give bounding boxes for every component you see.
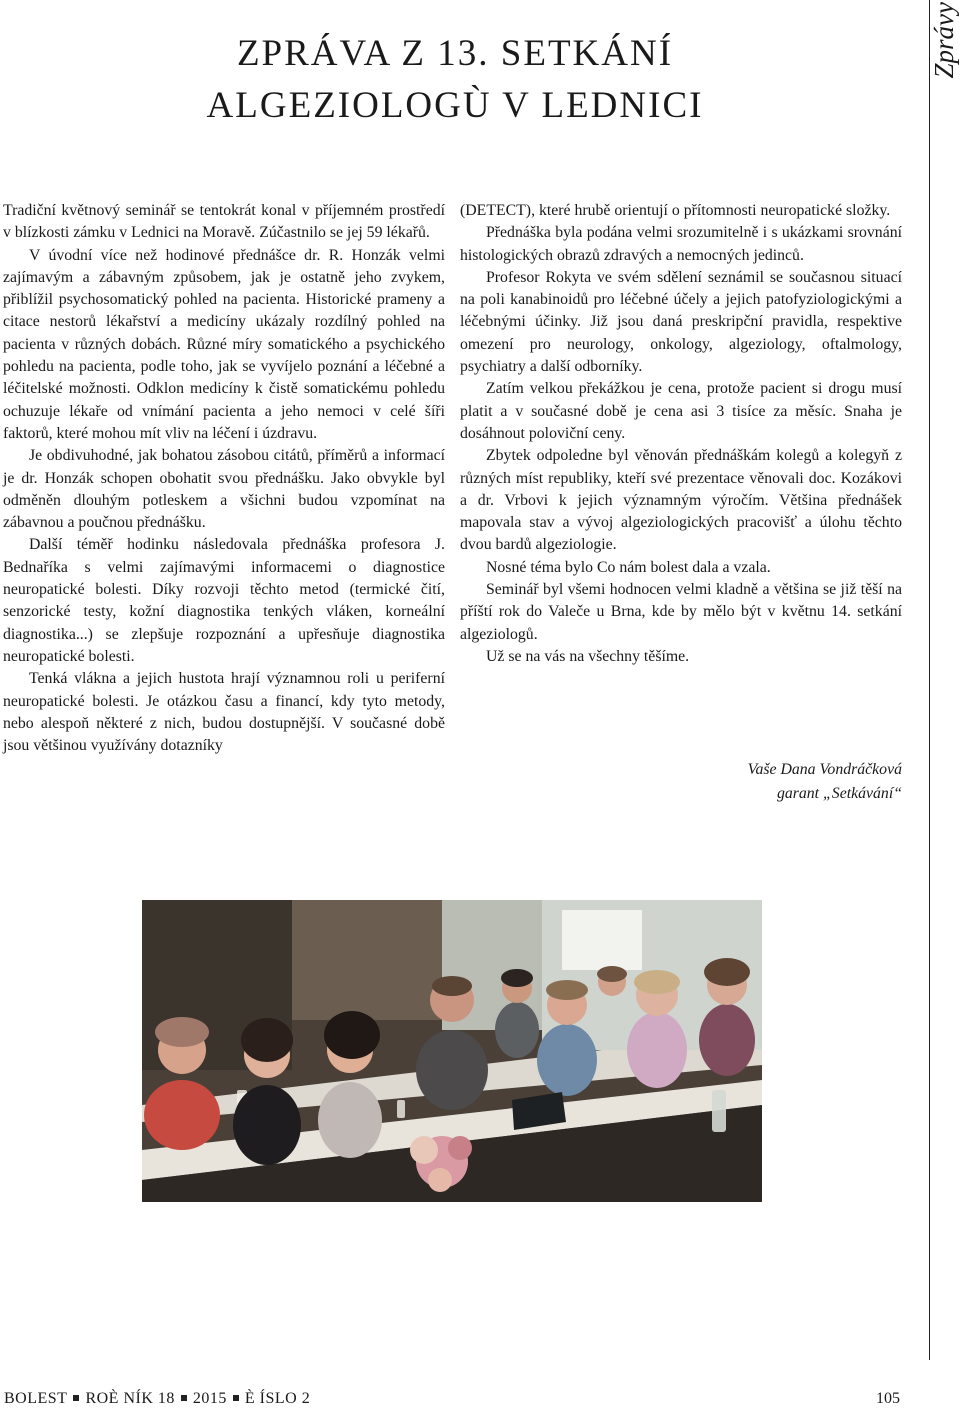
journal-footer [4, 1389, 310, 1409]
seminar-audience-illustration [142, 900, 762, 1202]
journal-issue: È ÍSLO 2 [244, 1390, 311, 1407]
title-line-2: ALGEZIOLOGÙ V LEDNICI [206, 85, 704, 126]
paragraph: Nosné téma bylo Co nám bolest dala a vzala. [486, 558, 771, 576]
separator-square-icon [233, 1395, 239, 1401]
section-tab [929, 0, 960, 1360]
paragraph: Tradiční květnový seminář se tentokrát konal v příjemném prostředí v blízkosti zámku v Lednici na Moravě. Zúčastnilo se jej 59 lékařů. [3, 202, 445, 242]
separator-square-icon [73, 1395, 79, 1401]
paragraph: Další téměř hodinku následovala přednáška profesora J. Bednaříka s velmi zajímavými informacemi o diagnostice neuropatické bolesti. Díky rozvoji těchto metod (termické čití, senzorické testy, kožní diagnostika tenkých vláken, korneální diagnostika...) se zlepšuje rozpoznání a upřesňuje diagnostika neuropatické bolesti. [3, 536, 445, 665]
signature-name: Vaše Dana Vondráčková [747, 761, 902, 778]
title-line-1: ZPRÁVA Z 13. SETKÁNÍ [236, 33, 674, 74]
paragraph: Seminář byl všemi hodnocen velmi kladně a většina se již těší na příští rok do Valeče u Brna, kde by mělo být v květnu 14. setkání algeziologů. [460, 581, 902, 643]
paragraph: Už se na vás na všechny těšíme. [486, 647, 690, 665]
paragraph: Zatím velkou překážkou je cena, protože pacient si drogu musí platit a v současné době je cena asi 3 tisíce za měsíc. Snaha je dosáhnout poloviční ceny. [460, 380, 902, 442]
journal-name: BOLEST [4, 1390, 68, 1407]
journal-volume: ROÈ NÍK 18 [85, 1390, 175, 1407]
journal-year: 2015 [192, 1390, 227, 1407]
paragraph: Je obdivuhodné, jak bohatou zásobou citátů, příměrů a informací je dr. Honzák schopen obohatit svou přednášku. Jako obvykle byl odměněn dlouhým potleskem a všichni budou vzpomínat na zábavnou a poučnou přednášku. [3, 447, 445, 532]
signature [640, 758, 902, 806]
signature-role: garant „Setkávání“ [776, 785, 902, 802]
paragraph: Přednáška byla podána velmi srozumitelně i s ukázkami srovnání histologických obrazů zdravých a nemocných jedinců. [460, 224, 902, 264]
paragraph: Zbytek odpoledne byl věnován přednáškám kolegů a kolegyň z různých míst republiky, kteří své prezentace věnovali doc. Kozákovi a dr. Vrbovi k jejich významným výročím. Většina přednášek mapovala stav a vývoj algeziologických pracovišť a úlohu těchto dvou bardů algeziologie. [460, 447, 902, 554]
paragraph: Profesor Rokyta ve svém sdělení seznámil se současnou situací na poli kanabinoidů pro léčebné účely a jejich patofyziologickými a léčebnými účinky. Již jsou daná preskripční pravidla, respektive omezení pro neurology, onkology, algeziology, oftalmology, psychiatry a další odborníky. [460, 268, 902, 376]
article-column-right [460, 200, 902, 668]
section-label: Zprávy [929, 2, 959, 79]
paragraph: V úvodní více než hodinové přednášce dr. R. Honzák velmi zajímavým a zábavným způsobem, jak je ostatně jeho zvykem, přiblížil psychosomatický pohled na pacienta. Historické prameny a citace nestorů lékařství a medicíny ukázaly rozdílný pohled na pacienta v různých dobách. Různé míry somatického a psychického pohledu na pacienta, podle toho, jak se vyvíjelo poznání a léčebné a léčitelské možnosti. Odklon medicíny k čistě somatickému pohledu ochuzuje lékaře od vnímání pacienta a jeho nemoci v celé šíři faktorů, které mohou mít vliv na léčení i úzdravu. [3, 246, 445, 442]
paragraph: Tenká vlákna a jejich hustota hrají významnou roli u periferní neuropatické bolesti. Je otázkou času a financí, kdy tyto metody, nebo alespoň některé z nich, budou dostupnější. V současné době jsou většinou využívány dotazníky [3, 670, 445, 755]
article-title [0, 28, 910, 132]
article-column-left [3, 200, 445, 757]
paragraph: (DETECT), které hrubě orientují o přítomnosti neuropatické složky. [460, 202, 891, 219]
seminar-photo [142, 900, 762, 1202]
separator-square-icon [181, 1395, 187, 1401]
page-number: 105 [876, 1390, 900, 1407]
